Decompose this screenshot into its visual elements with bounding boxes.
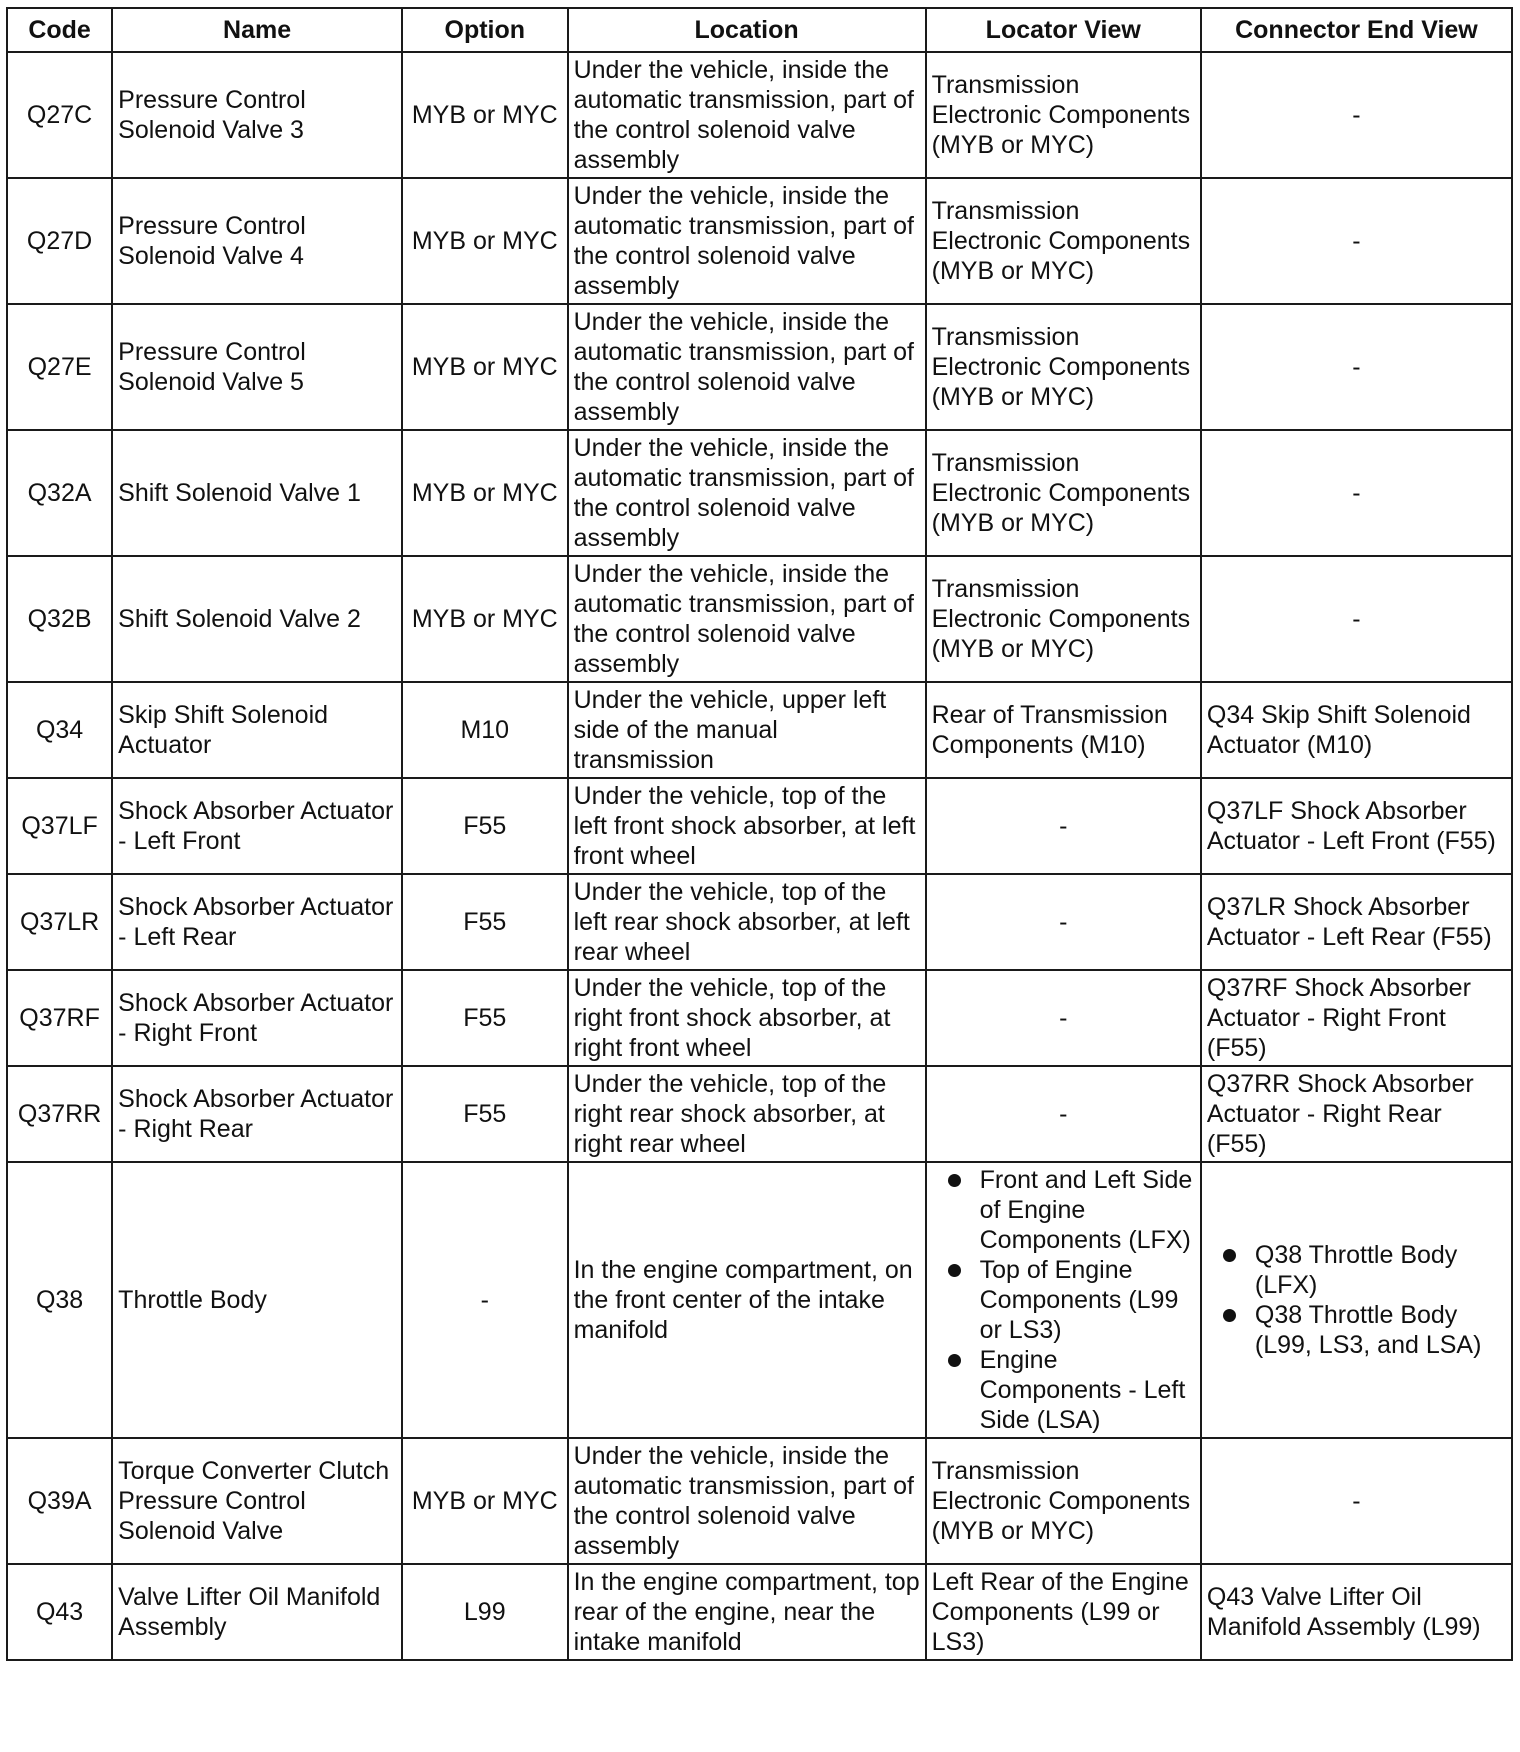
cell-connector-end-view: - bbox=[1201, 430, 1512, 556]
cell-code: Q39A bbox=[7, 1438, 112, 1564]
cell-locator-view: Transmission Electronic Components (MYB or MYC) bbox=[926, 304, 1201, 430]
header-location: Location bbox=[568, 8, 926, 52]
cell-connector-end-view: Q37RF Shock Absorber Actuator - Right Front (F55) bbox=[1201, 970, 1512, 1066]
connector-end-view-list bbox=[1207, 1240, 1506, 1360]
cell-option: L99 bbox=[402, 1564, 568, 1660]
header-name: Name bbox=[112, 8, 402, 52]
list-item: Q38 Throttle Body (L99, LS3, and LSA) bbox=[1207, 1300, 1506, 1360]
list-item: Front and Left Side of Engine Components (LFX) bbox=[932, 1165, 1195, 1255]
cell-location: Under the vehicle, top of the left rear shock absorber, at left rear wheel bbox=[568, 874, 926, 970]
cell-option: F55 bbox=[402, 874, 568, 970]
cell-locator-view: Transmission Electronic Components (MYB or MYC) bbox=[926, 556, 1201, 682]
cell-option: - bbox=[402, 1162, 568, 1438]
cell-name: Shock Absorber Actuator - Right Front bbox=[112, 970, 402, 1066]
cell-locator-view: - bbox=[926, 874, 1201, 970]
cell-name: Shock Absorber Actuator - Right Rear bbox=[112, 1066, 402, 1162]
cell-location: Under the vehicle, top of the right rear shock absorber, at right rear wheel bbox=[568, 1066, 926, 1162]
cell-option: MYB or MYC bbox=[402, 304, 568, 430]
cell-location: In the engine compartment, on the front center of the intake manifold bbox=[568, 1162, 926, 1438]
cell-code: Q32A bbox=[7, 430, 112, 556]
table-row bbox=[7, 178, 1512, 304]
cell-locator-view: - bbox=[926, 1066, 1201, 1162]
cell-connector-end-view: Q37LF Shock Absorber Actuator - Left Front (F55) bbox=[1201, 778, 1512, 874]
cell-option: F55 bbox=[402, 970, 568, 1066]
table-row bbox=[7, 52, 1512, 178]
cell-code: Q37LR bbox=[7, 874, 112, 970]
cell-locator-view: Left Rear of the Engine Components (L99 or LS3) bbox=[926, 1564, 1201, 1660]
cell-code: Q37LF bbox=[7, 778, 112, 874]
cell-location: Under the vehicle, inside the automatic transmission, part of the control solenoid valve assembly bbox=[568, 556, 926, 682]
table-row bbox=[7, 1066, 1512, 1162]
list-item: Top of Engine Components (L99 or LS3) bbox=[932, 1255, 1195, 1345]
cell-name: Pressure Control Solenoid Valve 5 bbox=[112, 304, 402, 430]
cell-locator-view: Rear of Transmission Components (M10) bbox=[926, 682, 1201, 778]
table-row bbox=[7, 778, 1512, 874]
cell-code: Q27E bbox=[7, 304, 112, 430]
header-option: Option bbox=[402, 8, 568, 52]
cell-connector-end-view: Q37RR Shock Absorber Actuator - Right Rear (F55) bbox=[1201, 1066, 1512, 1162]
cell-code: Q27D bbox=[7, 178, 112, 304]
header-locator-view: Locator View bbox=[926, 8, 1201, 52]
cell-location: Under the vehicle, inside the automatic transmission, part of the control solenoid valve assembly bbox=[568, 178, 926, 304]
cell-connector-end-view: Q43 Valve Lifter Oil Manifold Assembly (L99) bbox=[1201, 1564, 1512, 1660]
cell-location: Under the vehicle, upper left side of the manual transmission bbox=[568, 682, 926, 778]
cell-location: Under the vehicle, inside the automatic transmission, part of the control solenoid valve assembly bbox=[568, 304, 926, 430]
table-row bbox=[7, 874, 1512, 970]
cell-location: Under the vehicle, inside the automatic transmission, part of the control solenoid valve assembly bbox=[568, 52, 926, 178]
locator-view-list bbox=[932, 1165, 1195, 1435]
component-locator-table bbox=[6, 7, 1513, 1661]
cell-code: Q27C bbox=[7, 52, 112, 178]
cell-location: Under the vehicle, top of the left front shock absorber, at left front wheel bbox=[568, 778, 926, 874]
cell-locator-view: - bbox=[926, 970, 1201, 1066]
cell-option: M10 bbox=[402, 682, 568, 778]
table-header-row bbox=[7, 8, 1512, 52]
header-code: Code bbox=[7, 8, 112, 52]
table-row bbox=[7, 1162, 1512, 1438]
cell-connector-end-view: - bbox=[1201, 178, 1512, 304]
cell-name: Skip Shift Solenoid Actuator bbox=[112, 682, 402, 778]
list-item: Engine Components - Left Side (LSA) bbox=[932, 1345, 1195, 1435]
cell-locator-view: Transmission Electronic Components (MYB or MYC) bbox=[926, 1438, 1201, 1564]
list-item: Q38 Throttle Body (LFX) bbox=[1207, 1240, 1506, 1300]
cell-location: Under the vehicle, top of the right front shock absorber, at right front wheel bbox=[568, 970, 926, 1066]
cell-name: Throttle Body bbox=[112, 1162, 402, 1438]
cell-name: Shock Absorber Actuator - Left Front bbox=[112, 778, 402, 874]
table-row bbox=[7, 556, 1512, 682]
cell-option: MYB or MYC bbox=[402, 52, 568, 178]
cell-name: Shock Absorber Actuator - Left Rear bbox=[112, 874, 402, 970]
cell-location: Under the vehicle, inside the automatic transmission, part of the control solenoid valve assembly bbox=[568, 1438, 926, 1564]
cell-option: MYB or MYC bbox=[402, 430, 568, 556]
cell-option: F55 bbox=[402, 778, 568, 874]
cell-code: Q38 bbox=[7, 1162, 112, 1438]
header-connector-end-view: Connector End View bbox=[1201, 8, 1512, 52]
cell-connector-end-view: - bbox=[1201, 556, 1512, 682]
cell-code: Q34 bbox=[7, 682, 112, 778]
cell-name: Shift Solenoid Valve 1 bbox=[112, 430, 402, 556]
cell-name: Torque Converter Clutch Pressure Control Solenoid Valve bbox=[112, 1438, 402, 1564]
cell-option: MYB or MYC bbox=[402, 178, 568, 304]
cell-code: Q32B bbox=[7, 556, 112, 682]
cell-connector-end-view: Q37LR Shock Absorber Actuator - Left Rear (F55) bbox=[1201, 874, 1512, 970]
cell-option: MYB or MYC bbox=[402, 556, 568, 682]
table-row bbox=[7, 304, 1512, 430]
cell-locator-view: Transmission Electronic Components (MYB or MYC) bbox=[926, 178, 1201, 304]
cell-name: Pressure Control Solenoid Valve 3 bbox=[112, 52, 402, 178]
table-row bbox=[7, 430, 1512, 556]
cell-name: Valve Lifter Oil Manifold Assembly bbox=[112, 1564, 402, 1660]
cell-connector-end-view bbox=[1201, 1162, 1512, 1438]
cell-connector-end-view: Q34 Skip Shift Solenoid Actuator (M10) bbox=[1201, 682, 1512, 778]
cell-location: Under the vehicle, inside the automatic transmission, part of the control solenoid valve assembly bbox=[568, 430, 926, 556]
cell-connector-end-view: - bbox=[1201, 52, 1512, 178]
cell-locator-view: Transmission Electronic Components (MYB or MYC) bbox=[926, 430, 1201, 556]
cell-connector-end-view: - bbox=[1201, 1438, 1512, 1564]
cell-name: Pressure Control Solenoid Valve 4 bbox=[112, 178, 402, 304]
table-row bbox=[7, 1438, 1512, 1564]
cell-locator-view: Transmission Electronic Components (MYB or MYC) bbox=[926, 52, 1201, 178]
cell-locator-view: - bbox=[926, 778, 1201, 874]
cell-connector-end-view: - bbox=[1201, 304, 1512, 430]
cell-locator-view bbox=[926, 1162, 1201, 1438]
table-row bbox=[7, 682, 1512, 778]
cell-name: Shift Solenoid Valve 2 bbox=[112, 556, 402, 682]
cell-code: Q37RR bbox=[7, 1066, 112, 1162]
table-row bbox=[7, 1564, 1512, 1660]
cell-option: MYB or MYC bbox=[402, 1438, 568, 1564]
table-row bbox=[7, 970, 1512, 1066]
cell-option: F55 bbox=[402, 1066, 568, 1162]
cell-code: Q37RF bbox=[7, 970, 112, 1066]
cell-code: Q43 bbox=[7, 1564, 112, 1660]
cell-location: In the engine compartment, top rear of the engine, near the intake manifold bbox=[568, 1564, 926, 1660]
